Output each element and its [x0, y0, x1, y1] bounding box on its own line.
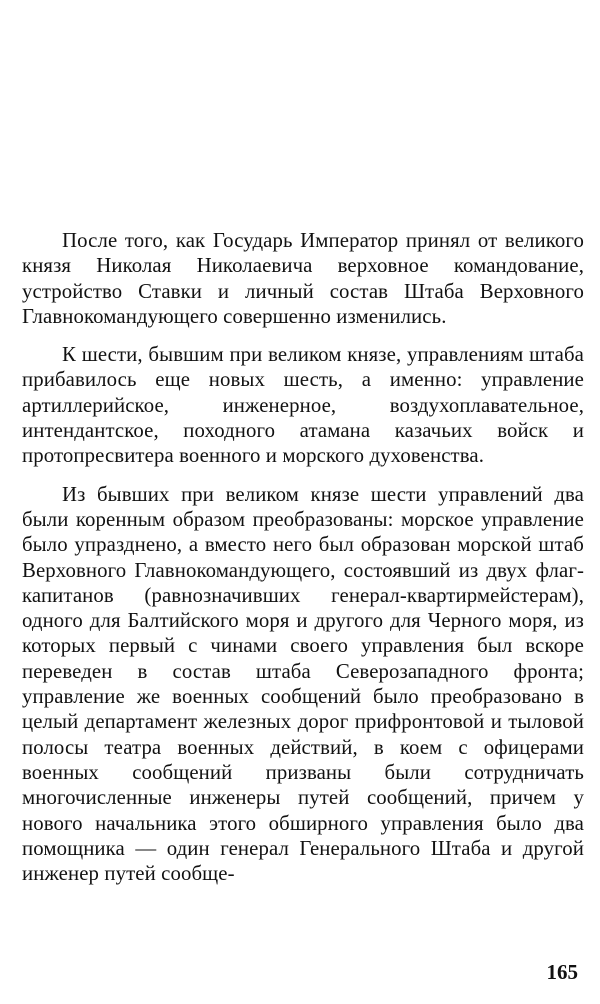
paragraph-2: К шести, бывшим при великом князе, управлениям штаба прибавилось еще новых шесть, а именно: управление артиллерийское, инженерное, воздухоплавательное, интендантское, походного атамана казачьих войск и протопресвитера военного и морского духовенства.: [22, 343, 584, 468]
paragraph-3: Из бывших при великом князе шести управлений два были коренным образом преобразованы: морское управление было упразднено, а вместо него был образован морской штаб Верховного Главнокомандующего, состоявший из двух флаг-капитанов (равнозначивших генерал-квартирмейстерам), одного для Балтийского моря и другого для Черного моря, из которых первый с чинами своего управления был вскоре переведен в состав штаба Северозападного фронта; управление же военных сообщений было преобразовано в целый департамент железных дорог прифронтовой и тыловой полосы театра военных действий, в коем с офицерами военных сообщений призваны были сотрудничать многочисленные инженеры путей сообщений, причем у нового начальника этого обширного управления было два помощника — один генерал Генерального Штаба и другой инженер путей сообще-: [22, 482, 584, 886]
page-body: [22, 228, 584, 899]
paragraph-1: После того, как Государь Император принял от великого князя Николая Николаевича верховное командование, устройство Ставки и личный состав Штаба Верховного Главнокомандующего совершенно изменились.: [22, 229, 584, 328]
page-number: 165: [546, 960, 578, 984]
